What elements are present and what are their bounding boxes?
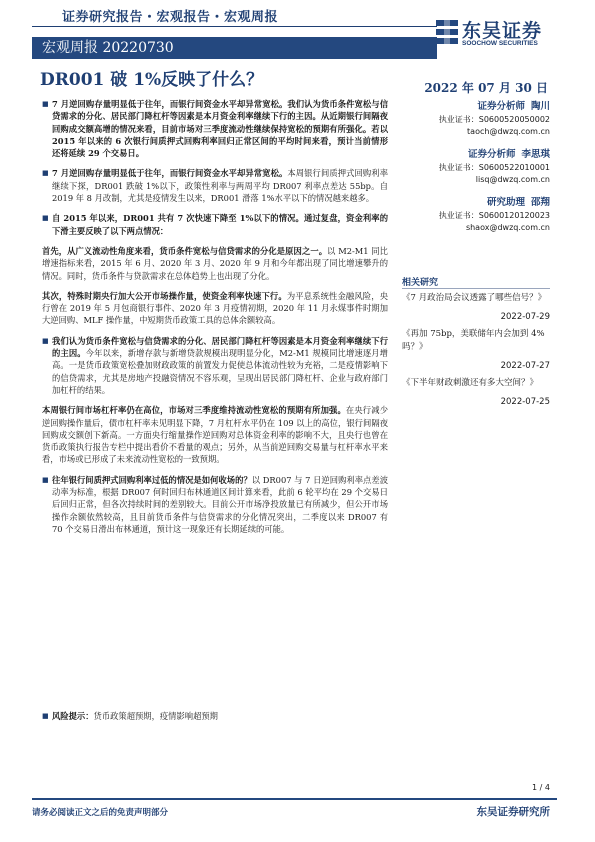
header-rule bbox=[32, 26, 437, 27]
body-paragraph bbox=[42, 167, 388, 204]
footer-rule bbox=[32, 798, 557, 800]
body-paragraph bbox=[42, 404, 388, 465]
header-bar bbox=[32, 37, 437, 59]
paragraph-lead: 本周银行间市场杠杆率仍在高位，市场对三季度维持流动性宽松的预期有所加强。 bbox=[42, 405, 346, 416]
analyst-card bbox=[402, 148, 550, 186]
paragraph-text: 本周银行间质押式回购利率继续下探，DR001 跌破 1%以下，政策性利率与两周平均 DR007 利率点差达 55bp。自 2019 年 8 月改制，尤其是疫情发生以来，DR001 滑落 1%水平以下的情况越来越多。 bbox=[52, 168, 388, 204]
body-paragraph bbox=[42, 335, 388, 396]
analyst-role: 证券分析师 bbox=[477, 101, 525, 112]
analyst-name: 李思琪 bbox=[521, 149, 550, 160]
body-paragraph bbox=[42, 290, 388, 327]
paragraph-text: 为平息系统性金融风险，央行曾在 2019 年 5 月包商银行事件、2020 年 3 月疫情初期，2020 年 11 月永煤事件时期加大逆回购、MLF 操作量，中短期货币政策工具的总体余额较高。 bbox=[42, 290, 388, 326]
report-date: 2022 年 07 月 30 日 bbox=[424, 81, 548, 95]
analyst-license: 执业证书：S0600522010001 bbox=[438, 163, 550, 172]
analyst-panel bbox=[402, 100, 550, 244]
paragraph-text: 今年以来，新增存款与新增贷款规模出现明显分化，M2-M1 规模同比增速逐月增高。一是货币政策宽松叠加财政政策的前置发力促使总体流动性较为充裕，二是疫情影响下的信贷需求，尤其是房地产投融资情况不容乐观，呈现出居民部门降杠杆、企业与政府部门加杠杆的结果。 bbox=[52, 348, 388, 395]
paragraph-lead: 往年银行间质押式回购利率过低的情况是如何收场的？ bbox=[52, 474, 252, 485]
paragraph-lead: 其次，特殊时期央行加大公开市场操作量，使资金利率快速下行。 bbox=[42, 290, 287, 301]
report-title: DR001 破 1%反映了什么？ bbox=[40, 70, 264, 90]
related-research-link[interactable]: 《下半年财政刺激还有多大空间？》 bbox=[402, 378, 539, 388]
related-research-item[interactable] bbox=[402, 377, 550, 409]
logo-mark-icon bbox=[434, 18, 460, 48]
related-research-list bbox=[402, 292, 550, 413]
paragraph-text: 在央行减少逆回购操作量后，债市杠杆率未见明显下降，7 月杠杆水平仍在 109 以上的高位，银行间隔夜回购成交额创下新高。一方面央行缩量操作逆回购对总体资金利率的影响不大，且央行也曾在货币政策执行报告专栏中提出看价不看量的观点；另外，从当前逆回购交易量与杠杆率水平来看，市场或已形成了未来流动性宽松的一致预期。 bbox=[42, 405, 388, 465]
analyst-card bbox=[402, 196, 550, 234]
paragraph-text: 以 M2-M1 同比增速指标来看，2015 年 6 月、2020 年 3 月、2020 年 9 月和今年都出现了同比增速攀升的情况。同时，货币条件与贷款需求在总体趋势上也出现了分化。 bbox=[42, 245, 388, 281]
related-research-link[interactable]: 《7 月政治局会议透露了哪些信号？》 bbox=[402, 293, 547, 303]
body-paragraph bbox=[42, 474, 388, 535]
analyst-role-line bbox=[402, 148, 550, 162]
related-research-date: 2022-07-25 bbox=[500, 397, 550, 407]
report-series-title: 宏观周报 20220730 bbox=[42, 40, 174, 56]
logo-brand-name: 东吴证券 bbox=[462, 20, 543, 42]
analyst-role: 证券分析师 bbox=[467, 149, 516, 160]
paragraph-lead: 7 月逆回购存量明显低于往年，而银行间资金水平却异常宽松。 bbox=[52, 168, 288, 179]
related-research-link[interactable]: 《再加 75bp，美联储年内会加到 4%吗？》 bbox=[402, 329, 545, 352]
related-research-title: 相关研究 bbox=[402, 278, 439, 288]
risk-label: 风险提示： bbox=[52, 711, 94, 721]
body-paragraph: ■ 自 2015 年以来，DR001 共有 7 次快速下降至 1%以下的情况。通过复盘，资金利率的下滑主要反映了以下两点情况： bbox=[42, 212, 388, 237]
analyst-name: 陶川 bbox=[530, 101, 550, 112]
paragraph-text: 以 DR007 与 7 日逆回购利率点差波动率为标准，根据 DR007 何时回归布林通道区间计算来看，此前 6 轮平均在 29 个交易日后回归正常，但各次持续时间的差别较大。目前公开市场净投放量已有所减少，但公开市场操作余额依然较高，且目前货币条件与信贷需求的分化情况突出，二季度以来 DR007 有 70 个交易日滑出布林通道，预计这一现象还有长期延续的可能。 bbox=[52, 474, 388, 534]
summary-paragraph: ■ 7 月逆回购存量明显低于往年，而银行间资金水平却异常宽松。我们认为货币条件宽松与信贷需求的分化、居民部门降杠杆等因素是本月资金利率继续下行的主因。从近期银行间隔夜回购成交额高增的情况来看，目前市场对三季度流动性继续保持宽松的预期有所强化。若以 2015 年以来的 6 次银行间质押式回购利率回归正常区间的平均时间来看，预计当前情形还将延续 29 个交易日。 bbox=[42, 98, 388, 159]
analyst-license: 执业证书：S0600120120023 bbox=[438, 211, 550, 220]
analyst-role-line bbox=[402, 196, 550, 210]
analyst-role: 研究助理 bbox=[486, 197, 525, 208]
risk-text: 货币政策超预期，疫情影响超预期 bbox=[93, 711, 218, 721]
analyst-email[interactable]: taoch@dwzq.com.cn bbox=[467, 127, 550, 136]
related-research-date: 2022-07-27 bbox=[500, 361, 550, 371]
analyst-role-line bbox=[402, 100, 550, 114]
analyst-name: 邵翔 bbox=[530, 197, 550, 208]
firm-name: 东吴证券研究所 bbox=[476, 806, 550, 818]
analyst-card bbox=[402, 100, 550, 138]
paragraph-lead: 首先，从广义流动性角度来看，货币条件宽松与信贷需求的分化是原因之一。 bbox=[42, 245, 328, 256]
page-number: 1 / 4 bbox=[532, 783, 550, 792]
logo-subtitle: SOOCHOW SECURITIES bbox=[462, 40, 538, 47]
analyst-license: 执业证书：S0600520050002 bbox=[438, 115, 550, 124]
company-logo bbox=[432, 16, 557, 56]
report-category: 证券研究报告・宏观报告・宏观周报 bbox=[62, 10, 279, 25]
related-research-item[interactable] bbox=[402, 328, 550, 373]
related-research-rule bbox=[402, 288, 550, 289]
analyst-email[interactable]: shaox@dwzq.com.cn bbox=[465, 223, 550, 232]
related-research-date: 2022-07-29 bbox=[500, 312, 550, 322]
related-research-item[interactable] bbox=[402, 292, 550, 324]
risk-warning bbox=[42, 710, 398, 722]
disclaimer-note: 请务必阅读正文之后的免责声明部分 bbox=[32, 808, 169, 818]
body-paragraph bbox=[42, 245, 388, 282]
paragraph-lead: 我们认为货币条件宽松与信贷需求的分化、居民部门降杠杆等因素是本月资金利率继续下行的主因。 bbox=[52, 335, 388, 359]
main-content bbox=[42, 98, 388, 543]
analyst-email[interactable]: lisq@dwzq.com.cn bbox=[475, 175, 550, 184]
